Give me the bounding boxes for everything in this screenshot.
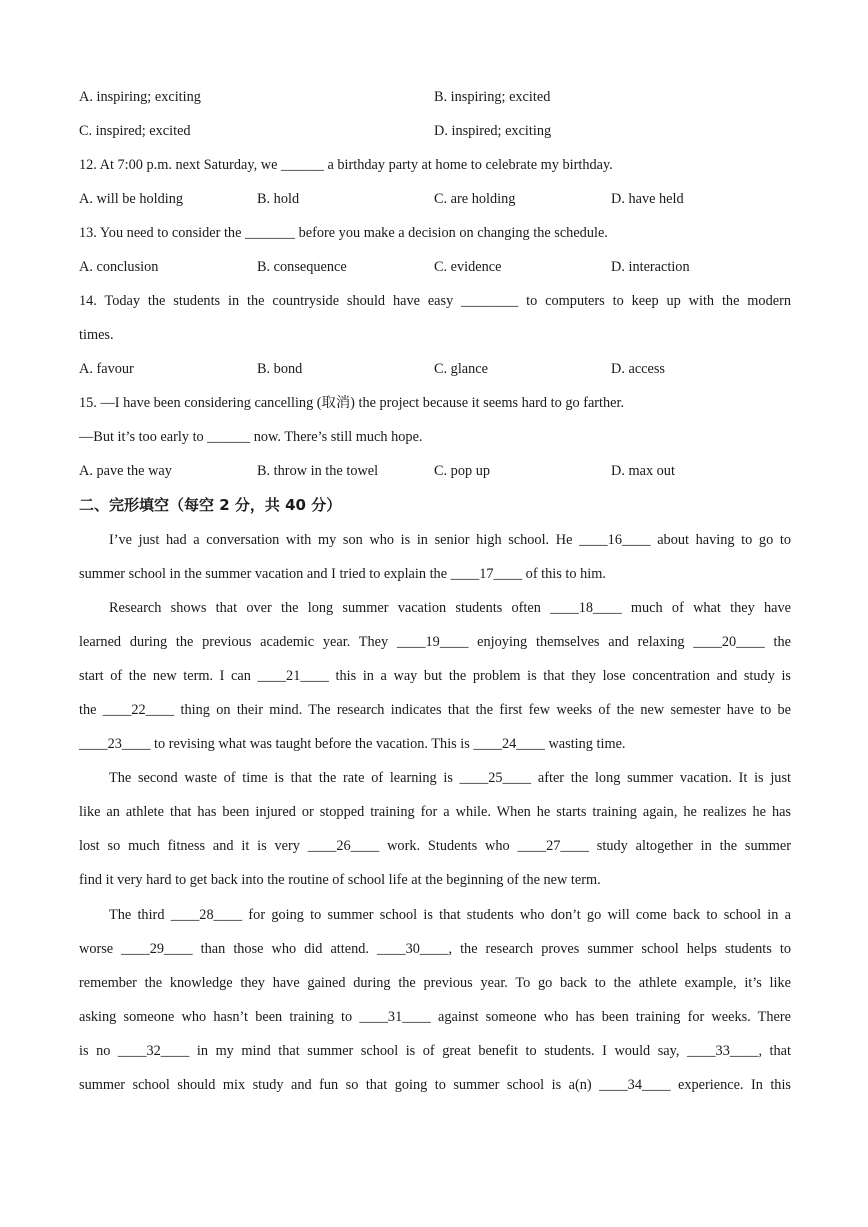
q13-option-c: C. evidence [434,259,502,275]
q14-option-c: C. glance [434,361,488,377]
passage-line: The third ____28____ for going to summer school is that students who don’t go will come back to school in a [109,907,791,923]
q11-option-a: A. inspiring; exciting [79,89,201,105]
passage-line: is no ____32____ in my mind that summer school is of great benefit to students. I would say, ____33____, that [79,1043,791,1059]
passage-line: asking someone who hasn’t been training to ____31____ against someone who has been training for weeks. There [79,1009,791,1025]
passage-line: summer school should mix study and fun so that going to summer school is a(n) ____34____ experience. In this [79,1077,791,1093]
q11-options-row-1 [0,88,868,106]
q14-option-a: A. favour [79,361,134,377]
q15-option-b: B. throw in the towel [257,463,379,479]
q13-option-a: A. conclusion [79,259,159,275]
passage-line: Research shows that over the long summer vacation students often ____18____ much of what they have [109,600,791,616]
passage-line: find it very hard to get back into the routine of school life at the beginning of the new term. [79,872,601,888]
q14-options [0,360,868,378]
passage-line: lost so much fitness and it is very ____26____ work. Students who ____27____ study altogether in the summer [79,838,791,854]
passage-line: the ____22____ thing on their mind. The research indicates that the first few weeks of the new semester have to be [79,702,791,718]
passage-line: worse ____29____ than those who did attend. ____30____, the research proves summer school helps students to [79,941,791,957]
q14-option-d: D. access [611,361,665,377]
q12-stem: 12. At 7:00 p.m. next Saturday, we ______ a birthday party at home to celebrate my birthday. [79,157,613,173]
q15-options [0,462,868,480]
passage-line: like an athlete that has been injured or stopped training for a while. When he starts training again, he realizes he has [79,804,791,820]
q12-options [0,190,868,208]
passage-line: The second waste of time is that the rate of learning is ____25____ after the long summer vacation. It is just [109,770,791,786]
q11-option-b: B. inspiring; excited [434,89,551,105]
passage-line: summer school in the summer vacation and I tried to explain the ____17____ of this to him. [79,566,606,582]
passage-line: start of the new term. I can ____21____ this in a way but the problem is that they lose concentration and study is [79,668,791,684]
passage-line: I’ve just had a conversation with my son who is in senior high school. He ____16____ about having to go to [109,532,791,548]
q12-option-c: C. are holding [434,191,516,207]
q15-option-c: C. pop up [434,463,491,479]
q15-stem-line-1: 15. —I have been considering cancelling (取消) the project because it seems hard to go farther. [79,395,625,411]
q11-option-c: C. inspired; excited [79,123,191,139]
passage-line: ____23____ to revising what was taught before the vacation. This is ____24____ wasting time. [79,736,626,752]
q14-stem-line-1: 14. Today the students in the countryside should have easy ________ to computers to keep up with the modern [79,293,791,309]
q13-options [0,258,868,276]
q13-option-d: D. interaction [611,259,690,275]
passage-line: remember the knowledge they have gained during the previous year. To go back to the athlete example, it’s like [79,975,791,991]
q13-stem: 13. You need to consider the _______ before you make a decision on changing the schedule. [79,225,608,241]
q14-stem-line-2: times. [79,327,114,343]
q11-options-row-2 [0,122,868,140]
q15-option-a: A. pave the way [79,463,172,479]
q14-option-b: B. bond [257,361,303,377]
passage-line: learned during the previous academic year. They ____19____ enjoying themselves and relaxing ____20____ the [79,634,791,650]
q13-option-b: B. consequence [257,259,347,275]
q11-option-d: D. inspired; exciting [434,123,552,139]
q15-stem-line-2: —But it’s too early to ______ now. There’s still much hope. [79,429,423,445]
q15-option-d: D. max out [611,463,675,479]
q12-option-d: D. have held [611,191,684,207]
q12-option-a: A. will be holding [79,191,184,207]
section-heading: 二、完形填空（每空 2 分，共 40 分） [79,496,342,514]
q12-option-b: B. hold [257,191,300,207]
